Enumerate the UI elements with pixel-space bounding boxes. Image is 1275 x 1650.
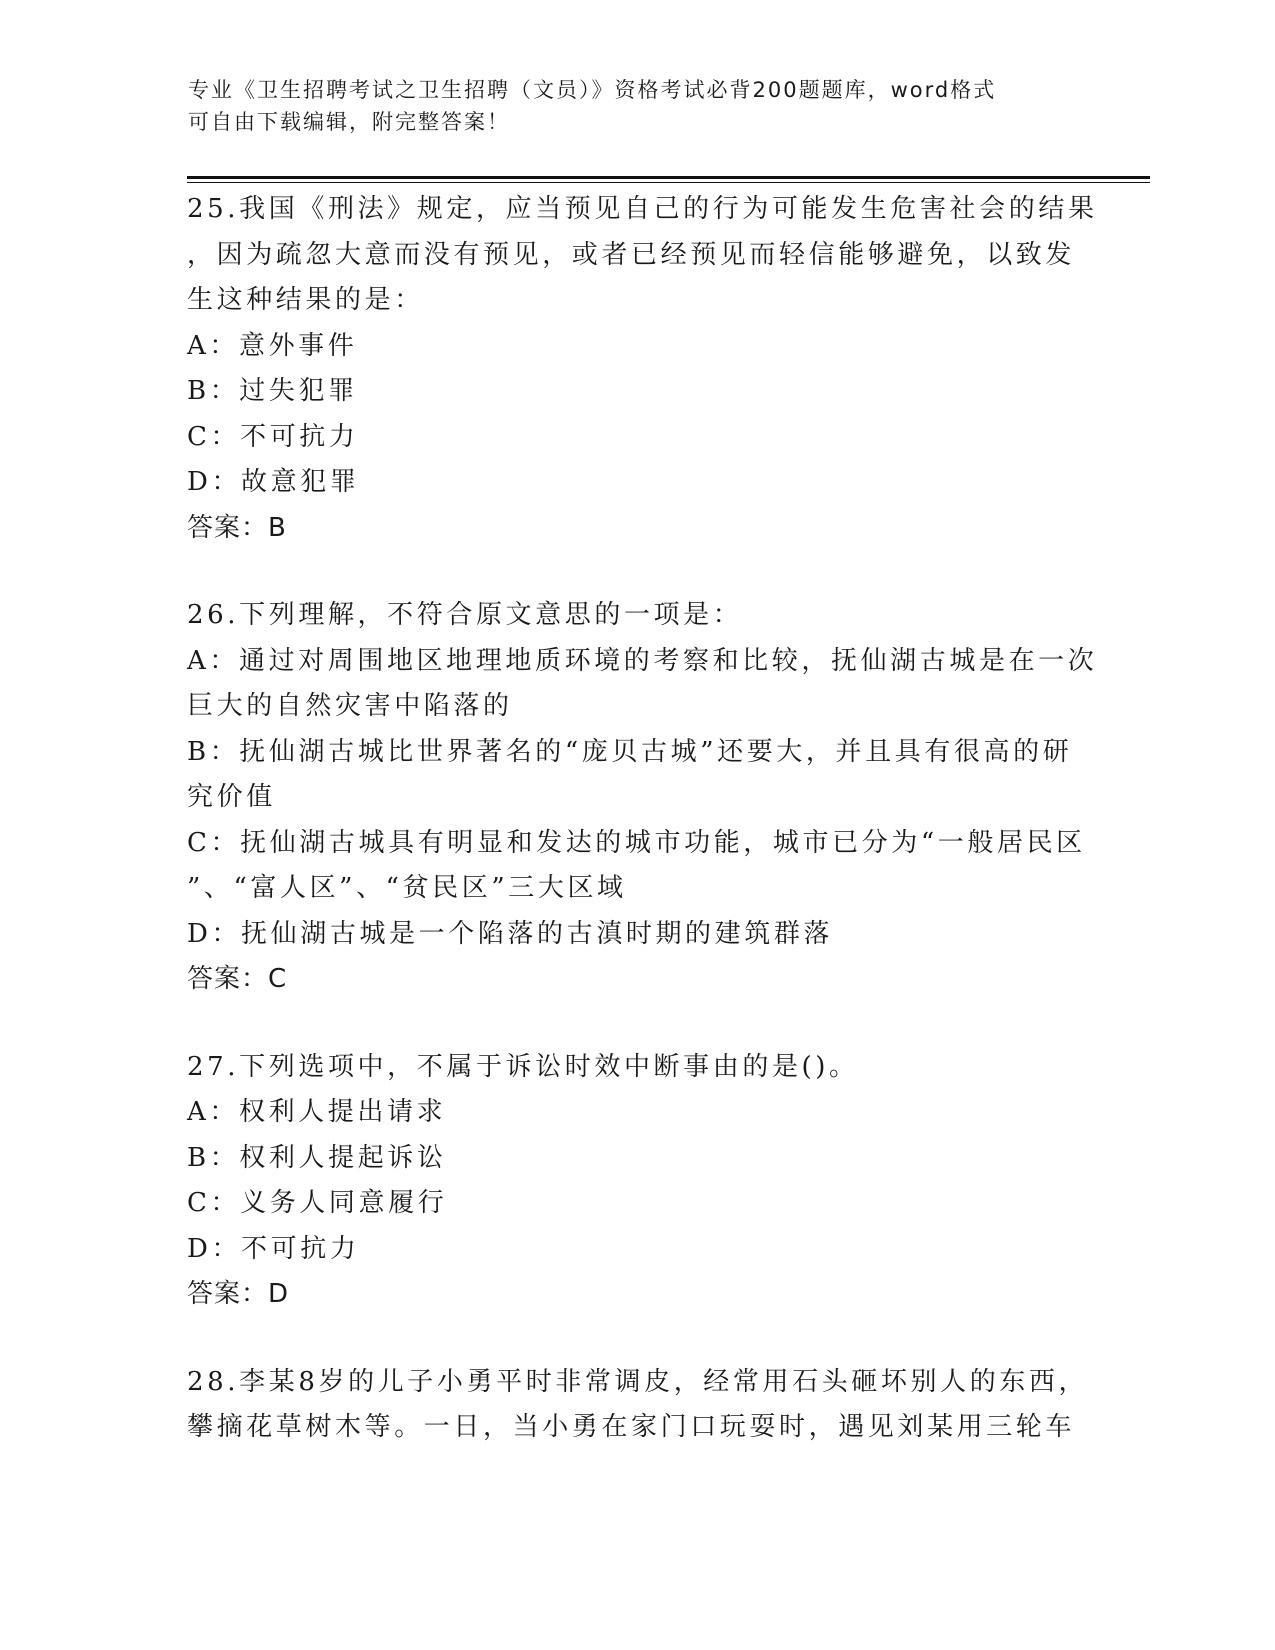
- question-28: [187, 1360, 1087, 1451]
- option-b: B：过失犯罪: [187, 376, 358, 406]
- question-text-line: 攀摘花草树木等。一日，当小勇在家门口玩耍时，遇见刘某用三轮车: [187, 1412, 1076, 1442]
- option-b: B：抚仙湖古城比世界著名的“庞贝古城”还要大，并且具有很高的研: [187, 736, 1073, 767]
- header-rule-thin: [187, 182, 1150, 183]
- option-b-continued: 究价值: [187, 782, 276, 812]
- option-c: C：不可抗力: [187, 421, 359, 452]
- question-27: [187, 1045, 1087, 1318]
- answer-label: 答案：B: [187, 512, 287, 543]
- option-d: D：故意犯罪: [187, 467, 360, 497]
- question-text-line: 25.我国《刑法》规定，应当预见自己的行为可能发生危害社会的结果: [187, 194, 1098, 224]
- question-text-line: ，因为疏忽大意而没有预见，或者已经预见而轻信能够避免，以致发: [187, 239, 1076, 270]
- option-a: A：权利人提出请求: [187, 1097, 447, 1127]
- question-text-line: 生这种结果的是：: [187, 285, 424, 315]
- option-c: C：抚仙湖古城具有明显和发达的城市功能，城市已分为“一般居民区: [187, 827, 1086, 858]
- option-d: D：抚仙湖古城是一个陷落的古滇时期的建筑群落: [187, 918, 834, 949]
- option-a: A：意外事件: [187, 330, 358, 361]
- answer-label: 答案：C: [187, 964, 288, 994]
- document-header: [188, 74, 1088, 138]
- question-25: [187, 187, 1098, 551]
- option-a-continued: 巨大的自然灾害中陷落的: [187, 691, 513, 721]
- question-text-line: 27.下列选项中，不属于诉讼时效中断事由的是()。: [187, 1051, 859, 1082]
- question-list: [187, 187, 1098, 1493]
- option-c-continued: ”、“富人区”、“贫民区”三大区域: [187, 873, 627, 903]
- question-text-line: 26.下列理解，不符合原文意思的一项是：: [187, 600, 743, 630]
- header-rule-thick: [187, 176, 1150, 179]
- header-line-2: 可自由下载编辑，附完整答案！: [188, 110, 510, 134]
- option-d: D：不可抗力: [187, 1233, 360, 1264]
- question-text-line: 28.李某8岁的儿子小勇平时非常调皮，经常用石头砸坏别人的东西，: [187, 1366, 1089, 1397]
- option-c: C：义务人同意履行: [187, 1188, 448, 1218]
- question-26: [187, 593, 1098, 1003]
- option-a: A：通过对周围地区地理地质环境的考察和比较，抚仙湖古城是在一次: [187, 645, 1098, 676]
- answer-label: 答案：D: [187, 1279, 290, 1309]
- option-b: B：权利人提起诉讼: [187, 1142, 447, 1173]
- header-line-1: 专业《卫生招聘考试之卫生招聘（文员）》资格考试必背200题题库，word格式: [188, 78, 997, 102]
